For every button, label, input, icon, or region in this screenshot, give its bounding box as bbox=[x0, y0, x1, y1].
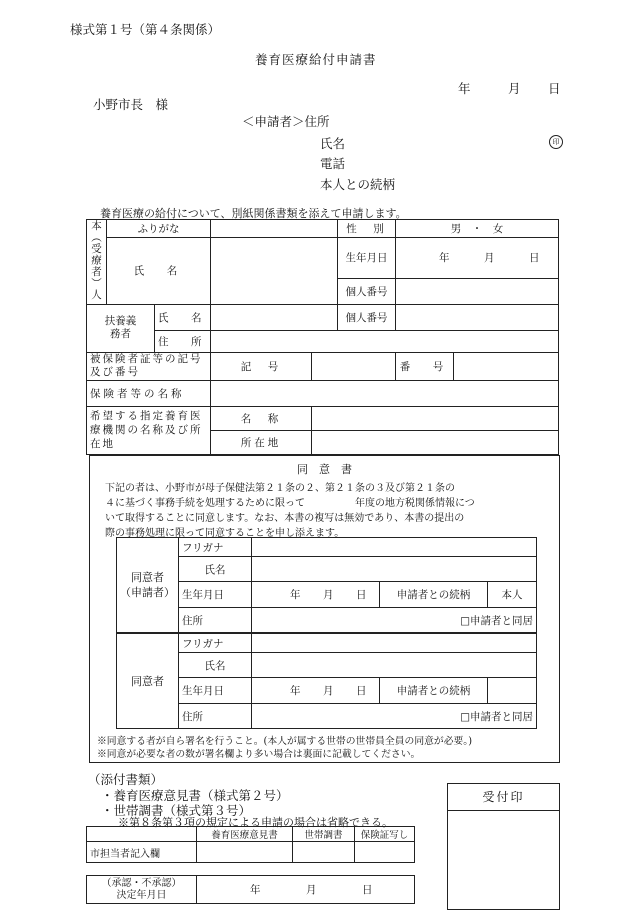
attachment-item-1: ・養育医療意見書（様式第２号） bbox=[101, 788, 289, 803]
c1-relation-label: 申請者との続柄 bbox=[380, 582, 488, 608]
symbol-value[interactable] bbox=[312, 352, 396, 380]
attachments-header: （添付書類） bbox=[88, 772, 164, 787]
birth-day: 日 bbox=[529, 252, 540, 265]
office-row-label: 市担当者記入欄 bbox=[87, 842, 197, 863]
c2-relation-label: 申請者との続柄 bbox=[380, 678, 488, 704]
c2-same-as-checkbox[interactable]: □申請者と同居 bbox=[460, 710, 534, 723]
facility-name-value[interactable] bbox=[312, 406, 559, 430]
individual-no-label: 個人番号 bbox=[338, 278, 396, 304]
patient-name-label: 氏 名 bbox=[107, 238, 211, 305]
c2-name-label: 氏名 bbox=[179, 653, 252, 678]
c2-birthdate-label: 生年月日 bbox=[179, 678, 252, 704]
insurer-name-label: 保険者等の名称 bbox=[87, 380, 211, 406]
sex-label: 性 別 bbox=[338, 220, 396, 238]
decision-label-2: 決定年月日 bbox=[116, 889, 167, 901]
birth-month: 月 bbox=[484, 252, 495, 265]
facility-name-label: 名 称 bbox=[211, 406, 312, 430]
c1-name-value[interactable] bbox=[252, 557, 537, 582]
guardian-address-label: 住 所 bbox=[155, 330, 211, 352]
patient-label-cell bbox=[87, 220, 107, 305]
office-col-2: 世帯調書 bbox=[293, 827, 355, 842]
form-number: 様式第１号（第４条関係） bbox=[70, 22, 221, 37]
consent-title: 同 意 書 bbox=[297, 463, 352, 476]
applicant-address-label: ＜申請者＞住所 bbox=[242, 114, 330, 129]
decision-date-value[interactable] bbox=[197, 876, 415, 904]
c2-furigana-label: フリガナ bbox=[179, 634, 252, 653]
number-value[interactable] bbox=[454, 352, 559, 380]
consent-table-1 bbox=[116, 537, 537, 633]
facility-address-value[interactable] bbox=[312, 430, 559, 454]
c1-day: 日 bbox=[356, 589, 367, 601]
reception-stamp-box bbox=[447, 783, 560, 910]
guardian-indiv-label: 個人番号 bbox=[338, 304, 396, 330]
c2-address-label: 住所 bbox=[179, 704, 252, 729]
c2-name-value[interactable] bbox=[252, 653, 537, 678]
c1-furigana-label: フリガナ bbox=[179, 538, 252, 557]
insurance-cert-label: 被保険者証等の記号及び番号 bbox=[87, 352, 211, 380]
c2-day: 日 bbox=[356, 685, 367, 697]
decision-month: 月 bbox=[306, 884, 317, 896]
consenter1-label: 同意者 （申請者） bbox=[117, 538, 179, 633]
date-day: 日 bbox=[548, 81, 561, 96]
individual-no-value[interactable] bbox=[396, 278, 559, 304]
c1-name-label: 氏名 bbox=[179, 557, 252, 582]
guardian-indiv-value[interactable] bbox=[396, 304, 559, 330]
applicant-name-label: 氏名 bbox=[320, 136, 346, 151]
consent-line-1: 下記の者は、小野市が母子保健法第２１条の２、第２１条の３及び第２１条の bbox=[105, 483, 455, 494]
consent-note-2: ※同意が必要な者の数が署名欄より多い場合は裏面に記載してください。 bbox=[97, 749, 421, 760]
office-col-3: 保険証写し bbox=[355, 827, 415, 842]
decision-day: 日 bbox=[362, 884, 373, 896]
c1-address-value[interactable] bbox=[252, 608, 537, 633]
consent-line-2: ４に基づく事務手続を処理するために限って 年度の地方税関係情報につ bbox=[105, 498, 475, 509]
c1-birthdate-label: 生年月日 bbox=[179, 582, 252, 608]
furigana-label: ふりがな bbox=[107, 220, 211, 238]
c2-year: 年 bbox=[290, 685, 301, 697]
consenter2-label: 同意者 bbox=[117, 634, 179, 729]
c2-birthdate-value[interactable] bbox=[252, 678, 380, 704]
c2-relation-value[interactable] bbox=[488, 678, 537, 704]
c1-birthdate-value[interactable] bbox=[252, 582, 380, 608]
c1-same-as-checkbox[interactable]: □申請者と同居 bbox=[460, 614, 534, 627]
facility-address-label: 所在地 bbox=[211, 430, 312, 454]
office-corner bbox=[87, 827, 197, 842]
facility-label: 希望する指定養育医療機関の名称及び所在地 bbox=[87, 406, 211, 454]
consent-line-3: いて取得することに同意します。なお、本書の複写は無効であり、本書の提出の bbox=[105, 513, 465, 524]
attachment-note: ※第８条第３項の規定による申請の場合は省略できる。 bbox=[118, 816, 393, 829]
c2-furigana-value[interactable] bbox=[252, 634, 537, 653]
page-title: 養育医療給付申請書 bbox=[255, 52, 377, 67]
patient-label: 本（受療者）人 bbox=[90, 220, 102, 301]
office-col-1: 養育医療意見書 bbox=[197, 827, 293, 842]
addressee: 小野市長 様 bbox=[93, 97, 169, 112]
guardian-name-label: 氏 名 bbox=[155, 304, 211, 330]
birth-year: 年 bbox=[439, 252, 450, 265]
c2-address-value[interactable] bbox=[252, 704, 537, 729]
seal-mark bbox=[549, 134, 563, 149]
office-cell-2[interactable] bbox=[293, 842, 355, 863]
birthdate-label: 生年月日 bbox=[338, 238, 396, 279]
office-cell-1[interactable] bbox=[197, 842, 293, 863]
c1-relation-value: 本人 bbox=[488, 582, 537, 608]
guardian-label-cell bbox=[87, 304, 155, 352]
applicant-relation-label: 本人との続柄 bbox=[320, 177, 396, 192]
guardian-address-value[interactable] bbox=[211, 330, 559, 352]
consent-table-2 bbox=[116, 633, 537, 729]
c1-address-label: 住所 bbox=[179, 608, 252, 633]
decision-label-1: （承認・不承認） bbox=[101, 877, 182, 889]
number-label: 番 号 bbox=[396, 352, 454, 380]
consent-note-1: ※同意する者が自ら署名を行うこと。(本人が属する世帯の世帯員全員の同意が必要。) bbox=[97, 736, 473, 747]
symbol-label: 記 号 bbox=[211, 352, 312, 380]
guardian-name-value[interactable] bbox=[211, 304, 338, 330]
c2-month: 月 bbox=[323, 685, 334, 697]
guardian-label: 扶養義務者 bbox=[104, 315, 137, 340]
birthdate-value[interactable] bbox=[396, 238, 559, 279]
main-table bbox=[86, 219, 559, 455]
office-table bbox=[86, 826, 415, 863]
furigana-value[interactable] bbox=[211, 220, 338, 238]
intro-text: 養育医療の給付について、別紙関係書類を添えて申請します。 bbox=[100, 207, 407, 220]
decision-table bbox=[86, 875, 415, 904]
reception-stamp-label: 受付印 bbox=[448, 784, 559, 811]
c1-month: 月 bbox=[323, 589, 334, 601]
consent-line-4: 際の事務処理に限って同意することを申し添えます。 bbox=[105, 528, 345, 539]
c1-year: 年 bbox=[290, 589, 301, 601]
decision-label-cell bbox=[87, 876, 197, 904]
date-month: 月 bbox=[508, 81, 521, 96]
insurer-name-value[interactable] bbox=[211, 380, 559, 406]
office-cell-3[interactable] bbox=[355, 842, 415, 863]
seal-icon: 印 bbox=[549, 135, 563, 149]
c1-furigana-value[interactable] bbox=[252, 538, 537, 557]
decision-year: 年 bbox=[250, 884, 261, 896]
attachment-item-2: ・世帯調書（様式第３号） bbox=[101, 803, 252, 818]
applicant-phone-label: 電話 bbox=[320, 156, 346, 171]
date-year: 年 bbox=[458, 81, 471, 96]
sex-value[interactable]: 男 ・ 女 bbox=[396, 220, 559, 238]
patient-name-value[interactable] bbox=[211, 238, 338, 305]
